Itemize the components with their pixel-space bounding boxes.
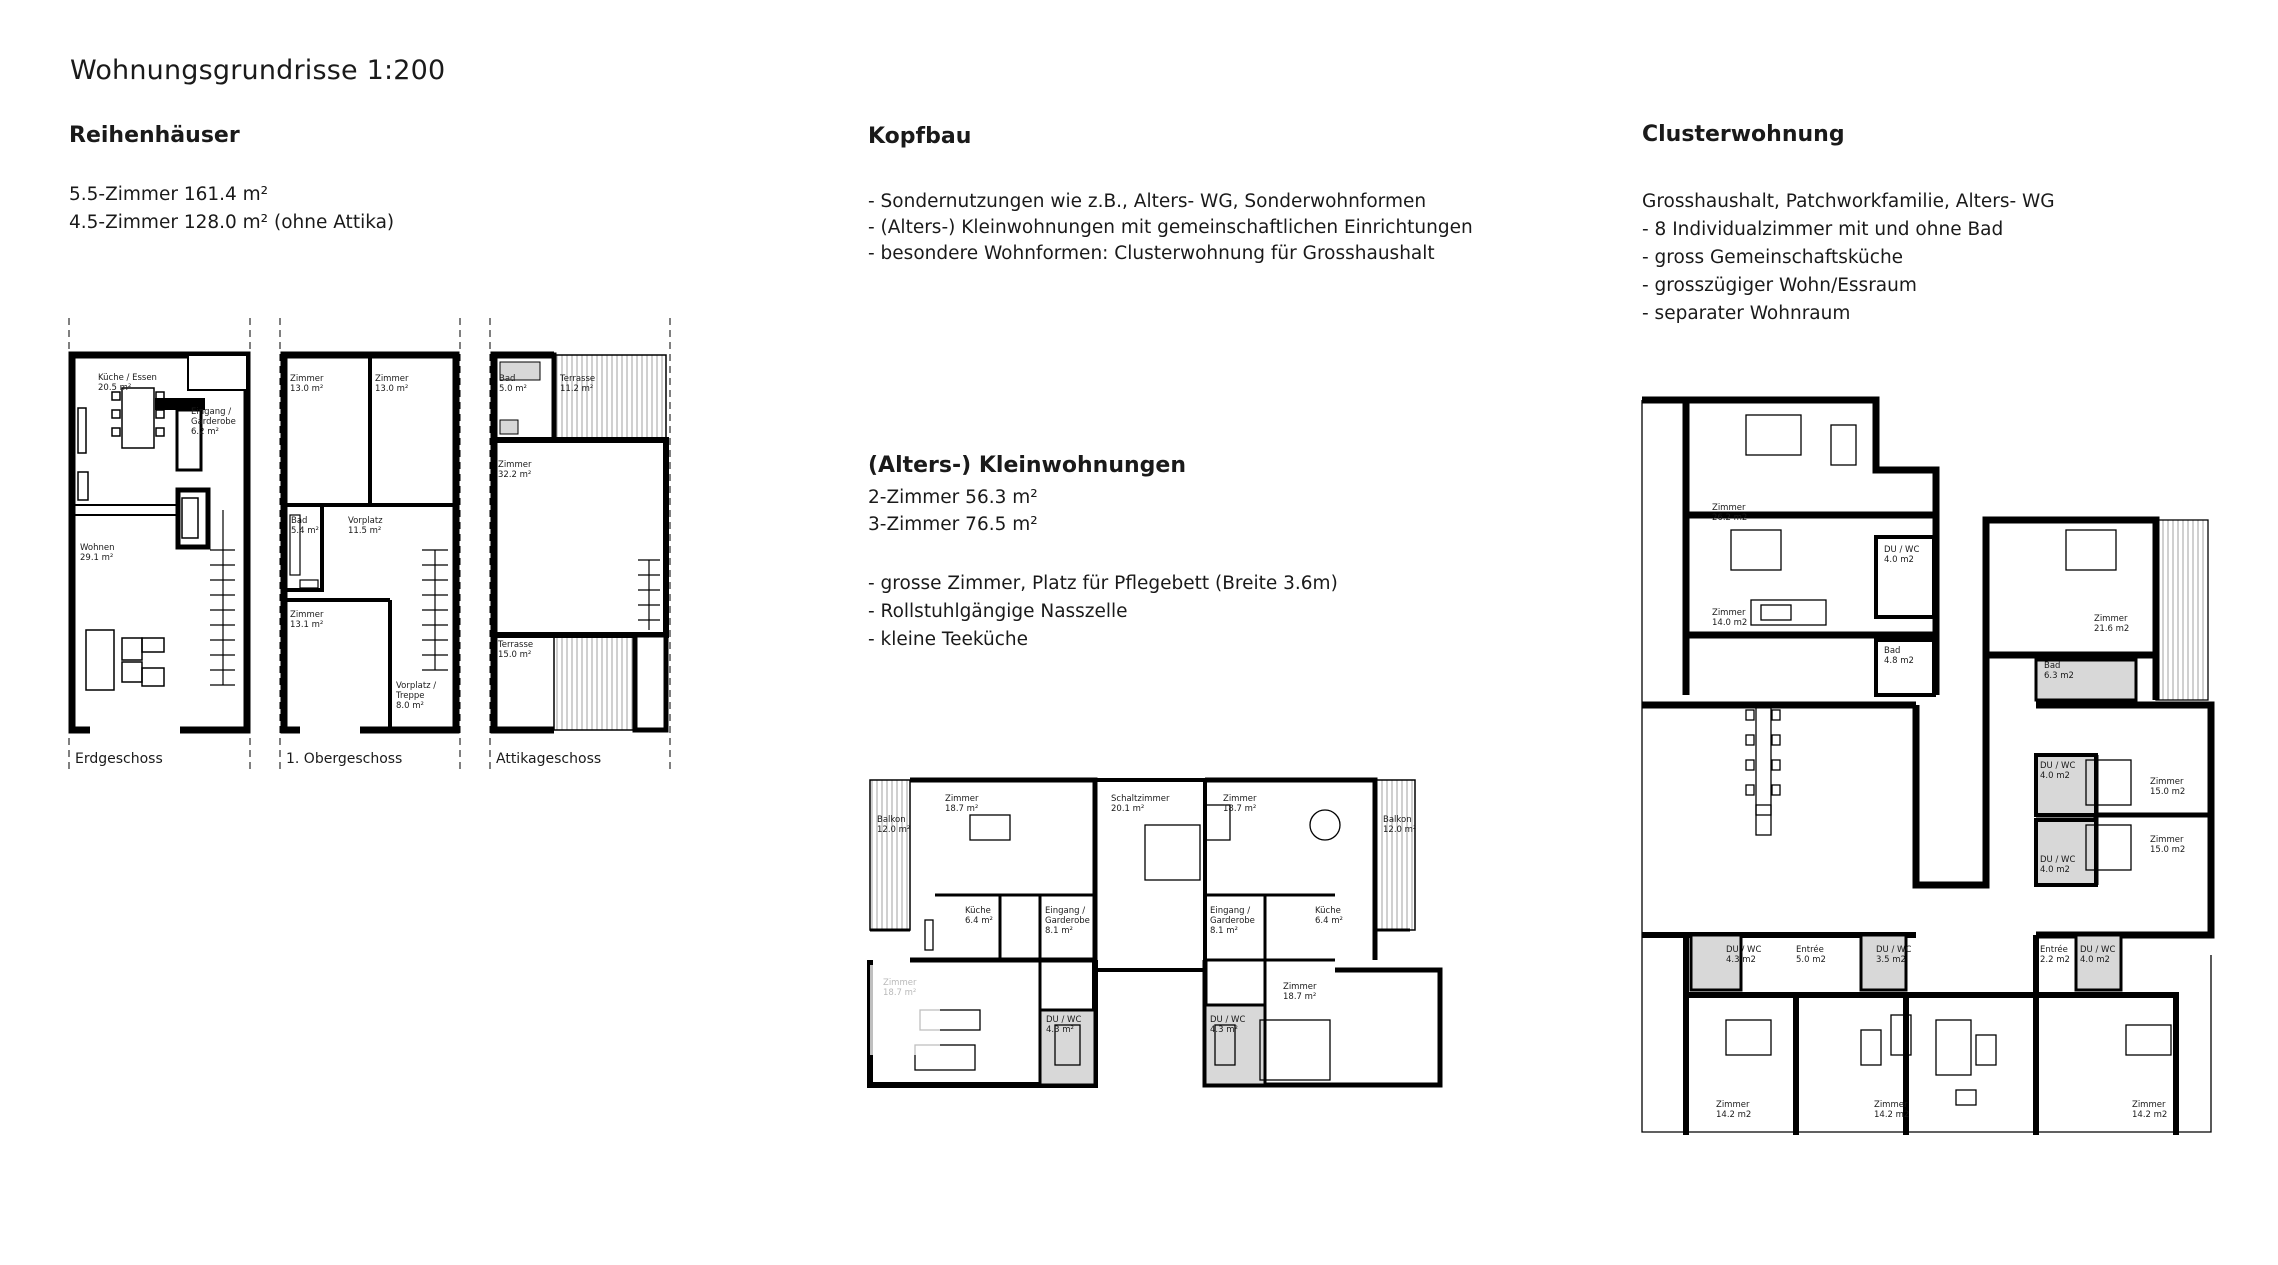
room-label: Zimmer 14.2 m2 [1874,1100,1910,1120]
room-label: Zimmer 13.0 m² [290,374,324,394]
room-label: Terrasse 11.2 m² [560,374,596,394]
floor-caption: 1. Obergeschoss [286,751,403,767]
room-label: DU / WC 4.3 m2 [1726,945,1762,965]
bullet-line: - gross Gemeinschaftsküche [1642,247,1904,268]
room-label: Bad 5.0 m² [499,374,527,394]
kleinwohnungen-heading: (Alters-) Kleinwohnungen [868,453,1186,478]
room-label: Bad 4.8 m2 [1884,646,1914,666]
room-label: DU / WC 4.0 m2 [2040,855,2076,875]
room-label: Küche 6.4 m² [1315,906,1343,926]
floor-caption: Attikageschoss [496,751,602,767]
room-label: Balkon 12.0 m² [1383,815,1417,835]
floor-caption: Erdgeschoss [75,751,163,767]
room-label: Vorplatz / Treppe 8.0 m² [396,681,437,711]
room-label: Zimmer 18.7 m² [1223,794,1257,814]
clusterwohnung-heading: Clusterwohnung [1642,122,1845,147]
clusterwohnung-text [1642,188,2055,328]
bullet-line: - Rollstuhlgängige Nasszelle [868,601,1128,622]
area-line: 3-Zimmer 76.5 m² [868,514,1038,535]
room-label: Bad 6.3 m2 [2044,661,2074,681]
bullet-line: - grosszügiger Wohn/Essraum [1642,275,1917,296]
bullet-line: - Sondernutzungen wie z.B., Alters- WG, Sonderwohnformen [868,191,1427,212]
room-label: DU / WC 4.0 m2 [1884,545,1920,565]
room-label: Zimmer 18.7 m² [1283,982,1317,1002]
clusterwohnung-plan [1636,395,2216,1140]
reihenhaus-plans [60,310,680,780]
room-label: Zimmer 14.0 m2 [1712,608,1748,628]
bullet-line: - besondere Wohnformen: Clusterwohnung für Grosshaushalt [868,243,1435,264]
area-line: 2-Zimmer 56.3 m² [868,487,1038,508]
kleinwohnungen-drawing [865,770,1445,1095]
page-title: Wohnungsgrundrisse 1:200 [70,55,446,86]
bullet-line: - (Alters-) Kleinwohnungen mit gemeinschaftlichen Einrichtungen [868,217,1473,238]
kopfbau-text [868,189,1473,267]
area-line: 5.5-Zimmer 161.4 m² [69,184,269,205]
room-label: Küche 6.4 m² [965,906,993,926]
room-label: Entrée 2.2 m2 [2040,945,2070,965]
room-label: Vorplatz 11.5 m² [348,516,383,536]
bullet-line: - 8 Individualzimmer mit und ohne Bad [1642,219,2004,240]
room-label: Zimmer 18.7 m² [945,794,979,814]
room-label: Zimmer 13.1 m² [290,610,324,630]
reihenhaeuser-text [69,181,394,237]
kleinwohnungen-areas [868,484,1038,538]
room-label: Zimmer 18.7 m² [883,978,917,998]
room-label: Küche / Essen 20.5 m² [98,373,157,393]
room-label: Schaltzimmer 20.1 m² [1111,794,1170,814]
plan-attikageschoss [494,355,666,730]
room-label: DU / WC 4.0 m2 [2080,945,2116,965]
room-label: Entrée 5.0 m2 [1796,945,1826,965]
room-label: DU / WC 4.3 m² [1210,1015,1246,1035]
room-label: Zimmer 26.2 m2 [1712,503,1748,523]
bullet-line: - separater Wohnraum [1642,303,1851,324]
bullet-line: Grosshaushalt, Patchworkfamilie, Alters- WG [1642,191,2055,212]
room-label: Zimmer 15.0 m2 [2150,777,2186,797]
bullet-line: - grosse Zimmer, Platz für Pflegebett (Breite 3.6m) [868,573,1338,594]
area-line: 4.5-Zimmer 128.0 m² (ohne Attika) [69,212,395,233]
kleinwohnungen-plan [865,770,1445,1095]
room-label: Zimmer 32.2 m² [498,460,532,480]
reihenhaeuser-heading: Reihenhäuser [69,123,240,148]
room-label: Bad 5.4 m² [291,516,319,536]
room-label: Eingang / Garderobe 6.2 m² [191,407,236,437]
room-label: Wohnen 29.1 m² [80,543,115,563]
room-label: Zimmer 15.0 m2 [2150,835,2186,855]
room-label: Eingang / Garderobe 8.1 m² [1210,906,1255,936]
plan-obergeschoss [284,355,456,734]
room-label: Balkon 12.0 m² [877,815,911,835]
room-label: DU / WC 4.3 m² [1046,1015,1082,1035]
room-label: DU / WC 4.0 m2 [2040,761,2076,781]
kleinwohnungen-bullets [868,570,1338,654]
bullet-line: - kleine Teeküche [868,629,1028,650]
room-label: Zimmer 14.2 m2 [2132,1100,2168,1120]
room-label: Zimmer 21.6 m2 [2094,614,2130,634]
room-label: Eingang / Garderobe 8.1 m² [1045,906,1090,936]
room-label: Terrasse 15.0 m² [498,640,534,660]
room-label: Zimmer 13.0 m² [375,374,409,394]
room-label: DU / WC 3.5 m2 [1876,945,1912,965]
room-label: Zimmer 14.2 m2 [1716,1100,1752,1120]
kopfbau-heading: Kopfbau [868,124,972,149]
